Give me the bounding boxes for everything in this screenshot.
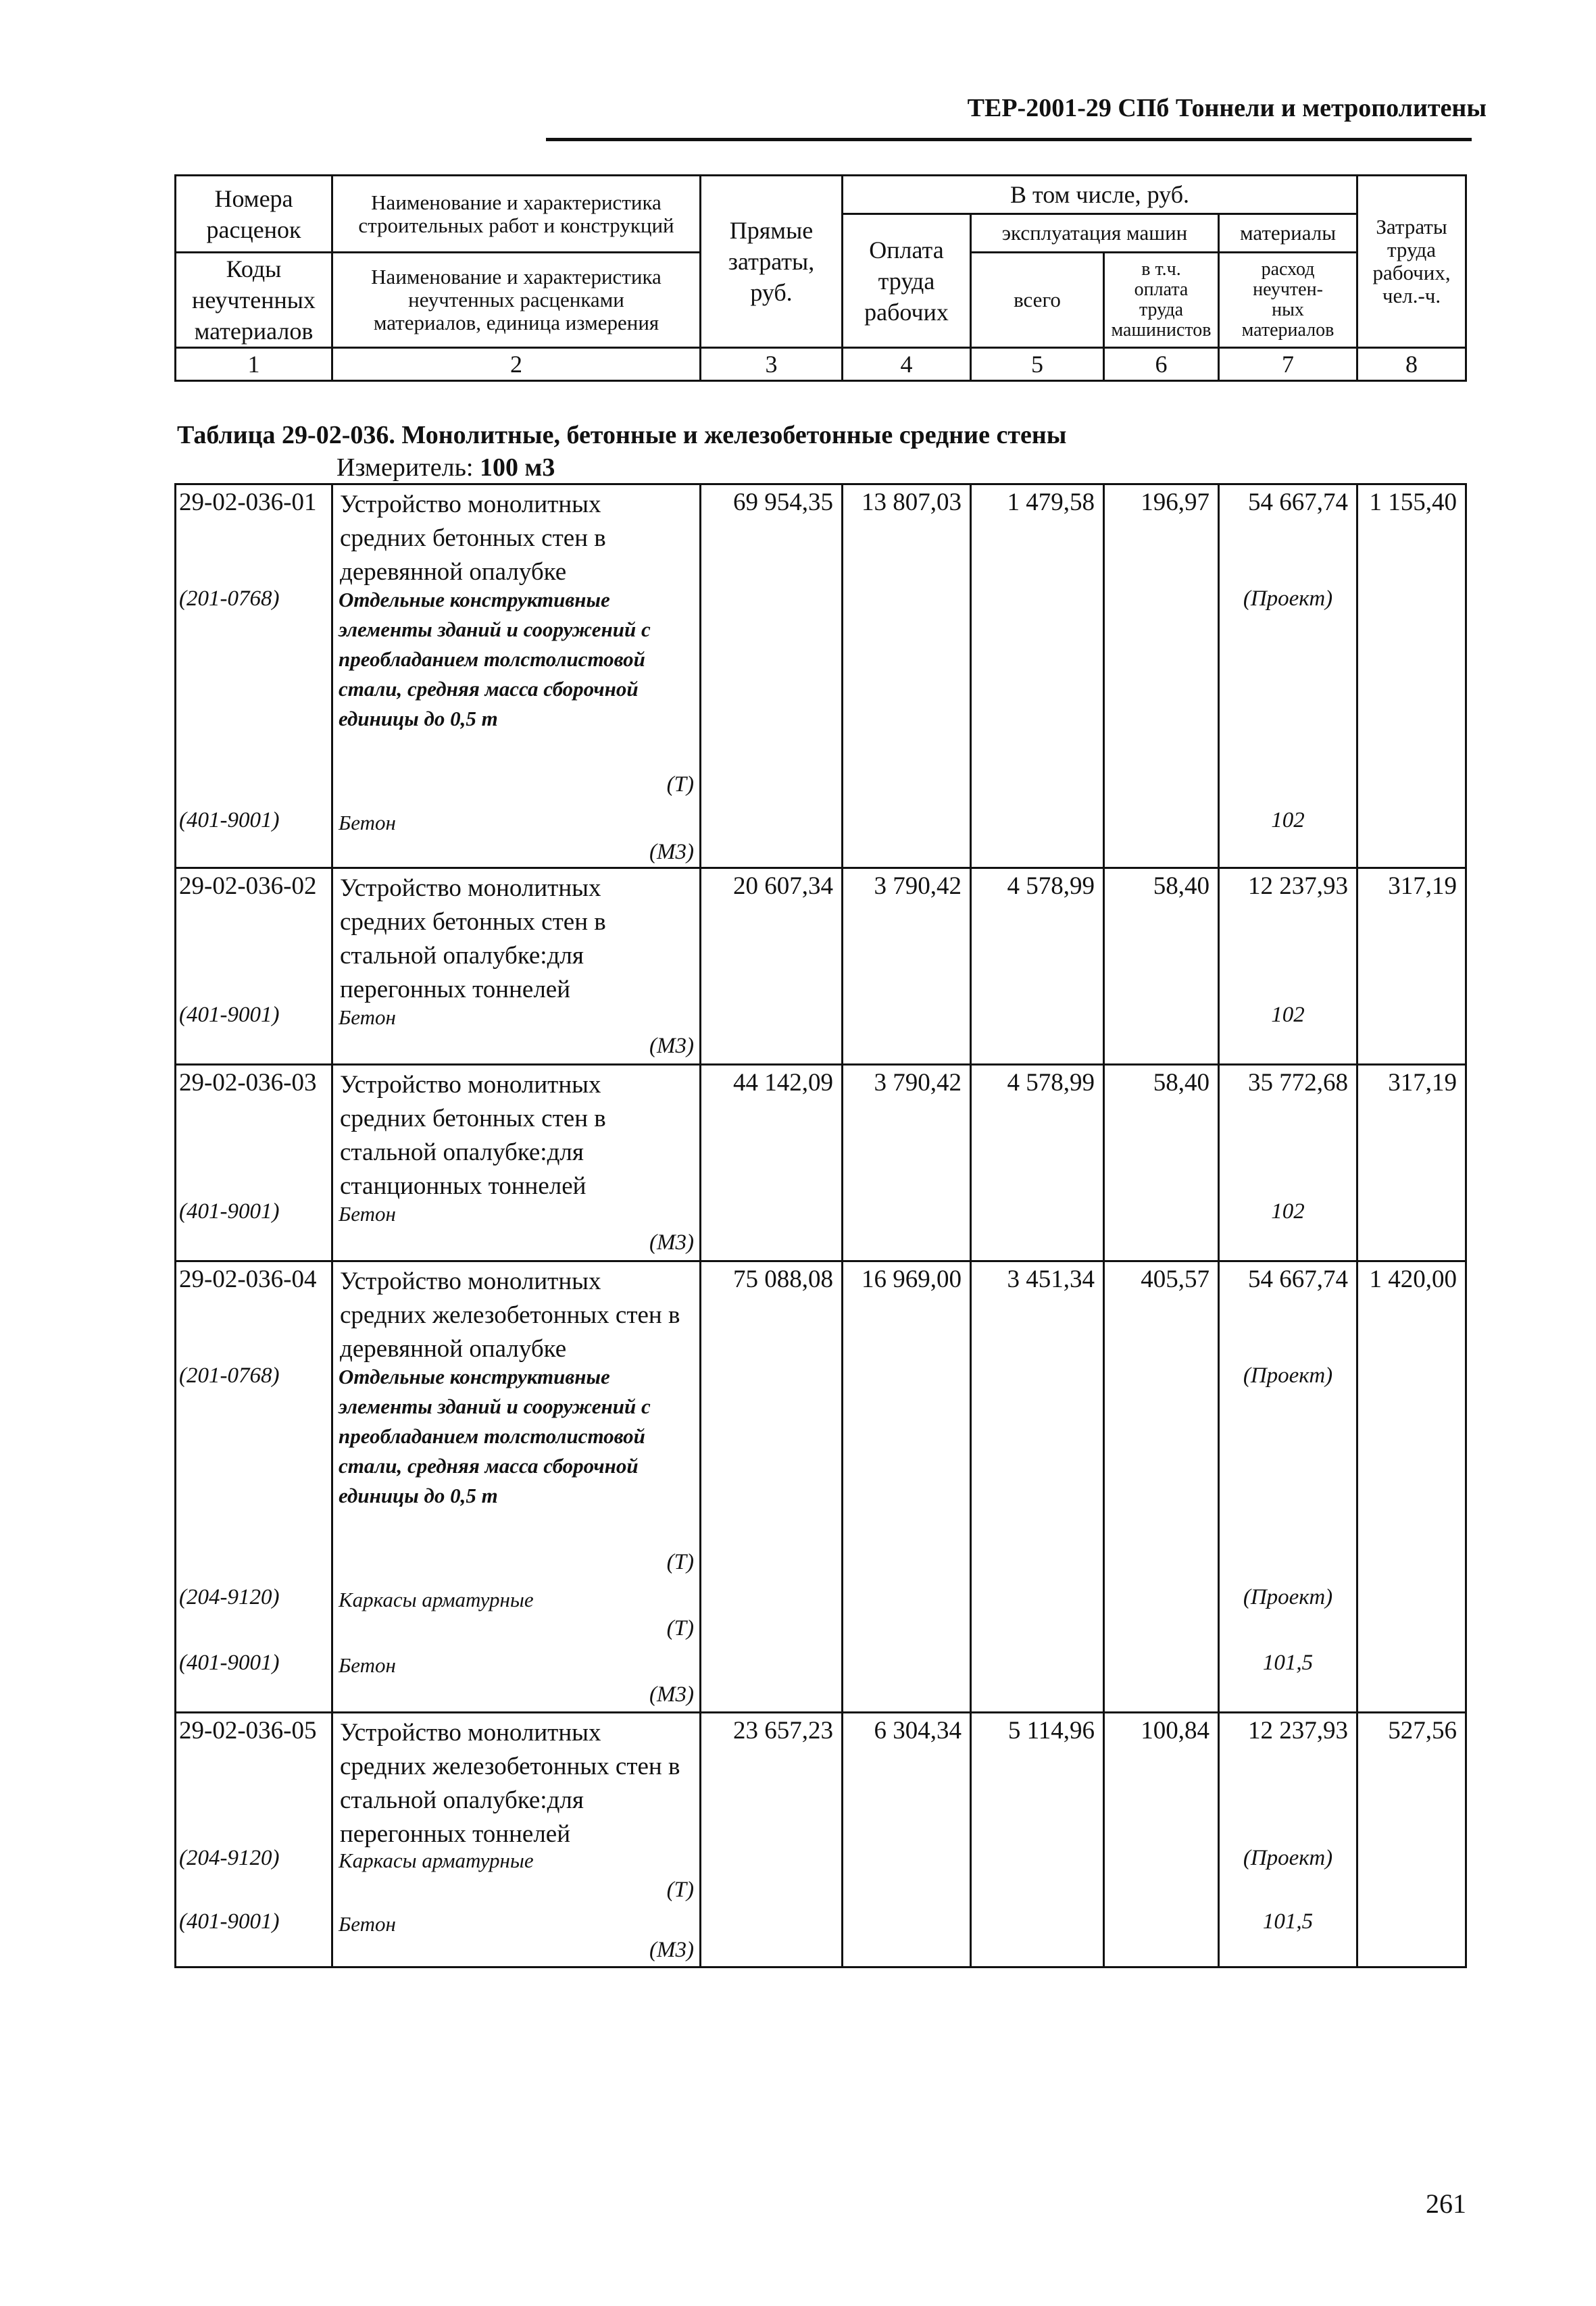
table-title: Таблица 29-02-036. Монолитные, бетонные и железобетонные средние стены [177,421,1067,449]
materials-cost: 12 237,93 [1248,1717,1348,1745]
machinists-cost-cell [1104,1261,1219,1713]
material-quantity: 101,5 [1262,1909,1314,1934]
rate-code-cell [176,868,332,1065]
rate-name: Устройство монолитных средних бетонных стен в стальной опалубке:для станционных тоннелей [340,1071,606,1200]
material-code: (401-9001) [179,1003,280,1027]
material-name: Отдельные конструктивные элементы зданий и сооружений с преобладанием толстолистовой стали, средняя масса сборочной единицы до 0,5 т [339,1365,651,1507]
labor-hours: 317,19 [1388,872,1457,900]
direct-cost-cell [701,1261,843,1713]
col-number: 4 [843,348,971,381]
rate-code: 29-02-036-02 [179,872,317,900]
materials-cost-cell [1219,1261,1357,1713]
machines-cost: 3 451,34 [1007,1265,1095,1293]
material-quantity: 101,5 [1262,1651,1314,1675]
materials-cost-cell [1219,1065,1357,1261]
group-header: В том числе, руб. [843,176,1357,214]
material-name: Бетон [339,1912,396,1936]
table-unit: Измеритель: 100 м3 [336,453,555,482]
material-code: (201-0768) [179,586,280,611]
col-number: 2 [332,348,701,381]
col-number: 6 [1104,348,1219,381]
materials-header: материалы [1219,214,1357,253]
rate-name-cell [332,1713,701,1967]
materials-cost: 35 772,68 [1248,1069,1348,1097]
rate-code-cell [176,484,332,868]
table-row [176,1065,1466,1261]
labor-hours-cell [1357,1713,1466,1967]
column-header-table [174,174,1467,382]
material-unit: (М3) [649,840,694,864]
direct-cost: 75 088,08 [733,1265,833,1293]
machinists-cost-cell [1104,868,1219,1065]
rate-code: 29-02-036-03 [179,1069,317,1097]
material-unit: (М3) [649,1682,694,1707]
machines-cost-cell [971,868,1104,1065]
labor-cost: 13 807,03 [862,488,962,516]
material-quantity: 102 [1271,1003,1305,1027]
col-number: 3 [701,348,843,381]
col-number: 7 [1219,348,1357,381]
material-unit: (Т) [666,1550,694,1574]
rate-name: Устройство монолитных средних железобетонных стен в стальной опалубке:для перегонных тоннелей [340,1719,680,1848]
material-unit: (М3) [649,1938,694,1962]
labor-hours-cell [1357,484,1466,868]
material-code: (401-9001) [179,1909,280,1934]
rate-name-cell [332,1261,701,1713]
machines-cost: 4 578,99 [1007,1069,1095,1097]
material-code: (401-9001) [179,1199,280,1224]
rate-code-cell [176,1065,332,1261]
direct-cost: 23 657,23 [733,1717,833,1745]
material-code: (204-9120) [179,1846,280,1870]
material-quantity: (Проект) [1243,586,1333,611]
labor-cost: 16 969,00 [862,1265,962,1293]
labor-cost-cell [843,1261,971,1713]
material-unit: (Т) [666,1878,694,1902]
labor-cost: 6 304,34 [874,1717,962,1745]
machinists-cost: 405,57 [1141,1265,1210,1293]
material-quantity: (Проект) [1243,1363,1333,1388]
col2-header-bottom: Наименование и характеристика неучтенных расценками материалов, единица измерения [332,253,701,348]
labor-cost: 3 790,42 [874,872,962,900]
machinists-cost: 58,40 [1153,872,1210,900]
machines-cost: 4 578,99 [1007,872,1095,900]
labor-hours: 317,19 [1388,1069,1457,1097]
material-name: Бетон [339,1005,396,1029]
labor-hours-cell [1357,868,1466,1065]
materials-cost-cell [1219,1713,1357,1967]
materials-cost: 54 667,74 [1248,1265,1348,1293]
rate-name: Устройство монолитных средних железобетонных стен в деревянной опалубке [340,1268,680,1363]
materials-cost: 54 667,74 [1248,488,1348,516]
labor-hours: 527,56 [1388,1717,1457,1745]
direct-cost: 69 954,35 [733,488,833,516]
table-row [176,1261,1466,1713]
col5-header: всего [971,253,1104,348]
machines-cost: 1 479,58 [1007,488,1095,516]
material-code: (201-0768) [179,1363,280,1388]
material-name: Каркасы арматурные [339,1588,534,1611]
rate-name-cell [332,1065,701,1261]
labor-hours: 1 155,40 [1369,488,1457,516]
materials-cost-cell [1219,868,1357,1065]
labor-hours: 1 420,00 [1369,1265,1457,1293]
direct-cost-cell [701,1713,843,1967]
table-row [176,1713,1466,1967]
labor-cost-cell [843,484,971,868]
machinists-cost: 100,84 [1141,1717,1210,1745]
material-quantity: 102 [1271,808,1305,832]
material-unit: (Т) [666,1616,694,1640]
rate-code: 29-02-036-01 [179,488,317,516]
col-number: 1 [176,348,332,381]
page-number: 261 [1426,2188,1466,2219]
rate-code: 29-02-036-05 [179,1717,317,1745]
document-header: ТЕР-2001-29 СПб Тоннели и метрополитены [967,94,1487,122]
material-quantity: 102 [1271,1199,1305,1224]
material-name: Бетон [339,1202,396,1226]
col1-header-top: Номера расценок [176,176,332,253]
rate-code: 29-02-036-04 [179,1265,317,1293]
machinists-cost-cell [1104,1065,1219,1261]
material-name: Бетон [339,1653,396,1677]
rate-code-cell [176,1713,332,1967]
material-name: Каркасы арматурные [339,1849,534,1872]
rate-name: Устройство монолитных средних бетонных стен в стальной опалубке:для перегонных тоннелей [340,874,606,1003]
direct-cost: 44 142,09 [733,1069,833,1097]
material-unit: (Т) [666,772,694,797]
material-unit: (М3) [649,1230,694,1255]
rate-name-cell [332,868,701,1065]
col1-header-bottom: Коды неучтенных материалов [176,253,332,348]
labor-cost-cell [843,1713,971,1967]
col3-header: Прямые затраты, руб. [701,176,843,348]
labor-cost-cell [843,1065,971,1261]
material-quantity: (Проект) [1243,1846,1333,1870]
machines-cost: 5 114,96 [1007,1717,1095,1745]
labor-cost: 3 790,42 [874,1069,962,1097]
labor-cost-cell [843,868,971,1065]
col4-header: Оплата труда рабочих [843,214,971,348]
material-name: Бетон [339,811,396,834]
direct-cost-cell [701,484,843,868]
direct-cost-cell [701,1065,843,1261]
col-number: 8 [1357,348,1466,381]
table-row [176,868,1466,1065]
machines-cost-cell [971,484,1104,868]
machines-header: эксплуатация машин [971,214,1219,253]
machines-cost-cell [971,1261,1104,1713]
col7-header: расход неучтен- ных материалов [1219,253,1357,348]
materials-cost-cell [1219,484,1357,868]
col8-header: Затраты труда рабочих, чел.-ч. [1357,176,1466,348]
col-number: 5 [971,348,1104,381]
labor-hours-cell [1357,1065,1466,1261]
materials-cost: 12 237,93 [1248,872,1348,900]
rate-name: Устройство монолитных средних бетонных стен в деревянной опалубке [340,491,606,586]
rates-table [174,483,1467,1968]
col6-header: в т.ч. оплата труда машинистов [1104,253,1219,348]
material-code: (401-9001) [179,808,280,832]
material-code: (401-9001) [179,1651,280,1675]
header-rule [546,138,1472,141]
machinists-cost-cell [1104,484,1219,868]
direct-cost: 20 607,34 [733,872,833,900]
material-code: (204-9120) [179,1585,280,1609]
rate-code-cell [176,1261,332,1713]
labor-hours-cell [1357,1261,1466,1713]
material-name: Отдельные конструктивные элементы зданий и сооружений с преобладанием толстолистовой стали, средняя масса сборочной единицы до 0,5 т [339,588,651,730]
machinists-cost-cell [1104,1713,1219,1967]
col2-header-top: Наименование и характеристика строительных работ и конструкций [332,176,701,253]
table-row [176,484,1466,868]
material-unit: (М3) [649,1034,694,1058]
material-quantity: (Проект) [1243,1585,1333,1609]
machines-cost-cell [971,1065,1104,1261]
direct-cost-cell [701,868,843,1065]
machinists-cost: 58,40 [1153,1069,1210,1097]
machinists-cost: 196,97 [1141,488,1210,516]
rate-name-cell [332,484,701,868]
machines-cost-cell [971,1713,1104,1967]
